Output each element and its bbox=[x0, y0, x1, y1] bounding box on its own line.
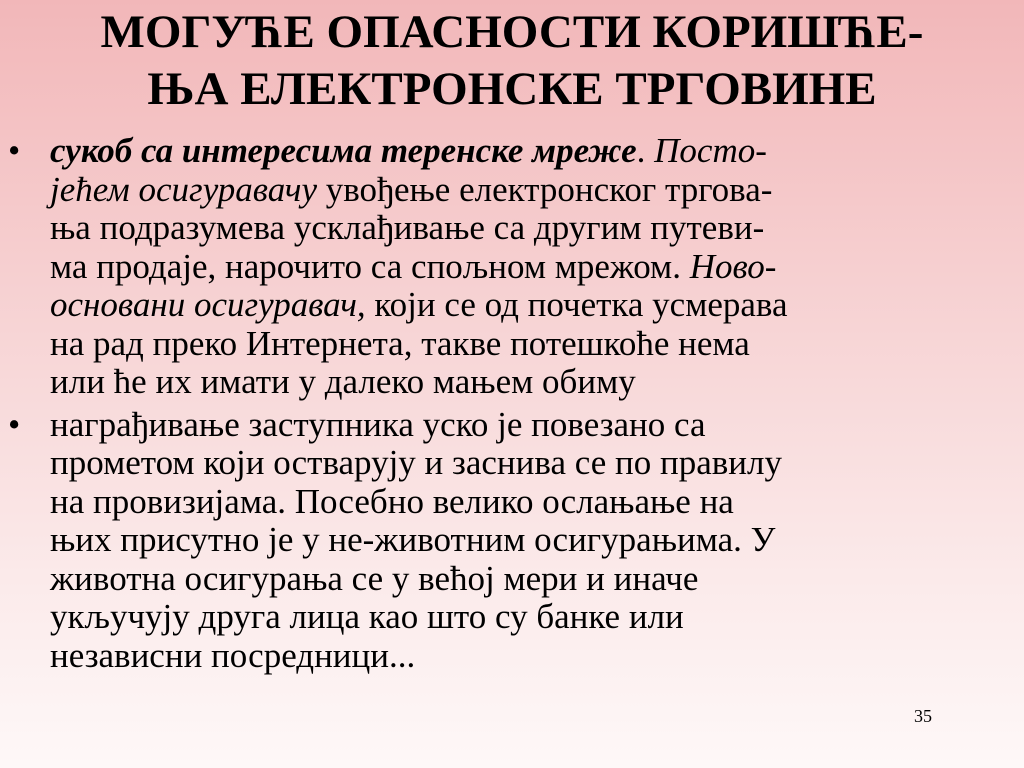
bullet-2-line-7: независни посредници... bbox=[50, 635, 416, 675]
bullet-1-line-5-text: који се од почетка усмерава bbox=[365, 285, 788, 324]
bullet-item-agent-rewards bbox=[0, 406, 1024, 676]
slide-title bbox=[8, 4, 1016, 118]
bullet-2-line-2: прометом који остварују и заснива се по правилу bbox=[50, 443, 782, 482]
bullet-1-line-2 bbox=[50, 171, 1024, 210]
bullet-icon: • bbox=[8, 131, 21, 170]
bullet-2-line-4: њих присутно је у не-животним осигурањима. У bbox=[50, 520, 776, 559]
bullet-1-line-6: на рад преко Интернета, такве потешкоће нема bbox=[50, 323, 750, 363]
bullet-item-conflict bbox=[0, 132, 1024, 402]
bullet-1-line-5 bbox=[50, 286, 1024, 325]
conflict-heading-period: . bbox=[636, 131, 655, 170]
bullet-icon: • bbox=[8, 404, 21, 444]
bullet-2-line-3: на провизијама. Посебно велико ослањање на bbox=[50, 481, 734, 521]
new-insurer-part-1: Ново- bbox=[689, 246, 777, 286]
bullet-list bbox=[0, 132, 1024, 679]
existing-insurer-part-2: јећем осигуравачу bbox=[50, 169, 317, 209]
bullet-1-line-4 bbox=[50, 248, 1024, 287]
bullet-2-line-6: укључују друга лица као што су банке или bbox=[50, 597, 684, 636]
existing-insurer-part-1: Посто- bbox=[654, 131, 767, 170]
bullet-1-line-3: ња подразумева усклађивање са другим путеви- bbox=[50, 208, 765, 247]
slide-title-line-1: МОГУЋЕ ОПАСНОСТИ КОРИШЋЕ- bbox=[100, 6, 924, 58]
bullet-1-line-2-text: увођење електронског тргова- bbox=[317, 169, 773, 209]
slide-title-line-2: ЊА ЕЛЕКТРОНСКЕ ТРГОВИНЕ bbox=[147, 63, 877, 115]
page-number: 35 bbox=[914, 706, 932, 726]
bullet-2-line-5: животна осигурања се у већој мери и иначе bbox=[50, 558, 699, 598]
bullet-2-line-1: награђивање заступника уско је повезано са bbox=[50, 404, 706, 444]
bullet-1-line-7: или ће их имати у далеко мањем обиму bbox=[50, 362, 636, 401]
bullet-1-line-1 bbox=[50, 132, 1024, 171]
conflict-heading: сукоб са интересима теренске мреже bbox=[50, 131, 637, 170]
new-insurer-part-2: основани осигуравач, bbox=[50, 285, 366, 324]
bullet-1-line-4-text: ма продаје, нарочито са спољном мрежом. bbox=[50, 246, 690, 286]
